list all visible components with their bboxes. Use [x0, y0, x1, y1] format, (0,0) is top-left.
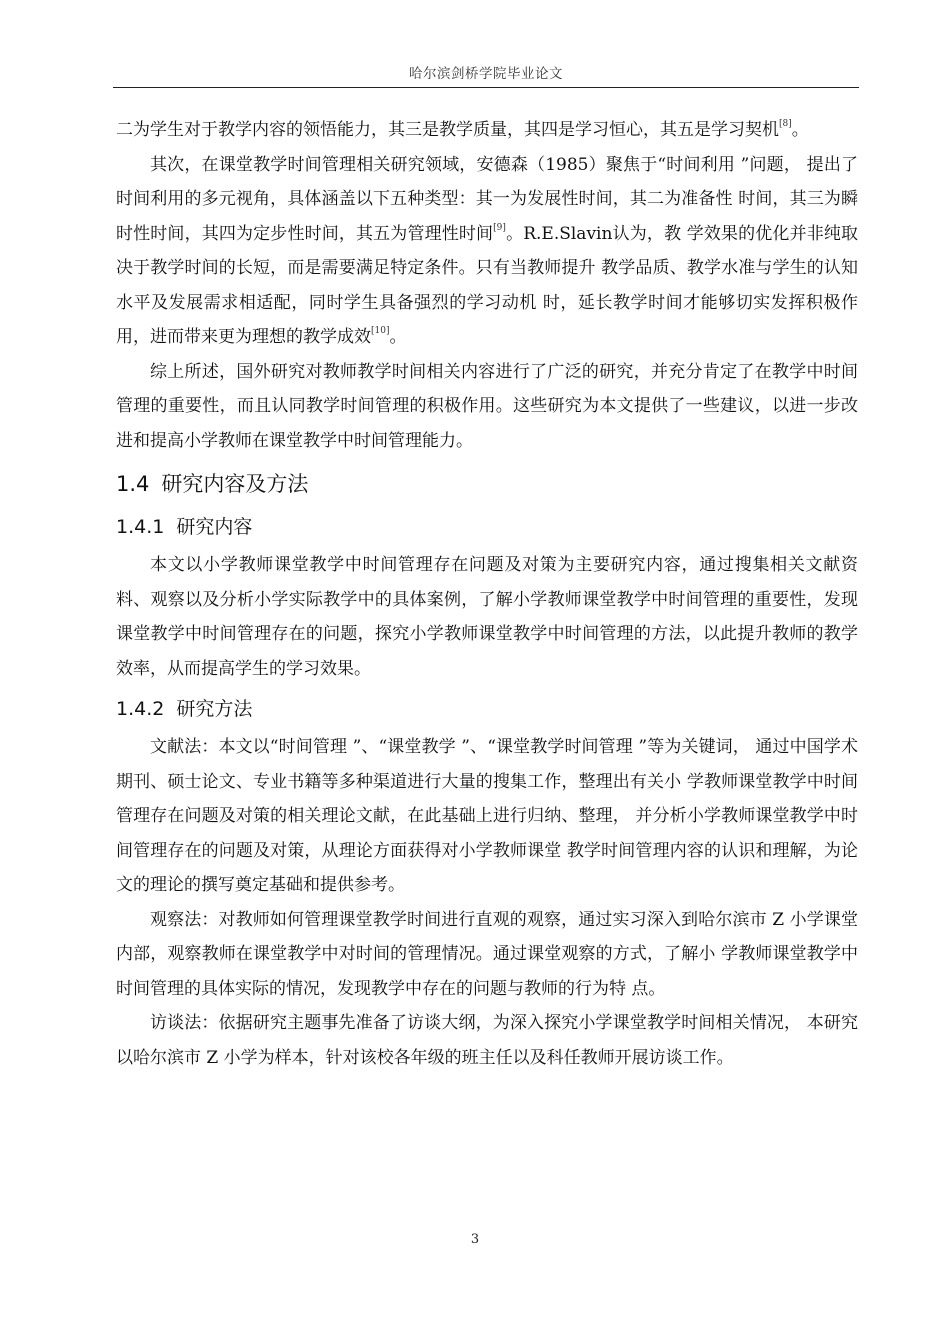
paragraph-observation-method: 观察法：对教师如何管理课堂教学时间进行直观的观察，通过实习深入到哈尔滨市 Z 小学课堂内部，观察教师在课堂教学中对时间的管理情况。通过课堂观察的方式，了解小 学教师课堂教学中时间管理的具体实际的情况，发现教学中存在的问题与教师的行为特 点。 [116, 909, 858, 999]
citation-ref: [9] [493, 222, 506, 233]
paragraph-text: 其次，在课堂教学时间管理相关研究领域，安德森（1985）聚焦于“时间利用 ”问题， 提出了时间利用的多元视角，具体涵盖以下五种类型：其一为发展性时间，其二为准备性 时间，其三为瞬时性时间，其四为定步性时间，其五为管理性时间 [116, 154, 858, 244]
subsection-heading [116, 690, 858, 728]
page-number: 3 [470, 1232, 480, 1247]
section-title: 研究内容及方法 [161, 472, 309, 496]
page-body [116, 113, 858, 1075]
citation-ref: [10] [371, 326, 390, 336]
paragraph-interview-method: 访谈法：依据研究主题事先准备了访谈大纲，为深入探究小学课堂教学时间相关情况， 本研究以哈尔滨市 Z 小学为样本，针对该校各年级的班主任以及科任教师开展访谈工作。 [116, 1013, 858, 1068]
section-number: 1.4 [116, 472, 150, 496]
subsection-title: 研究方法 [176, 698, 253, 720]
paragraph-anderson [116, 148, 858, 355]
paragraph-continued [116, 113, 858, 148]
paragraph-research-content: 本文以小学教师课堂教学中时间管理存在问题及对策为主要研究内容，通过搜集相关文献资料、观察以及分析小学实际教学中的具体案例，了解小学教师课堂教学中时间管理的重要性，发现课堂教学中时间管理存在的问题，探究小学教师课堂教学中时间管理的方法，以此提升教师的教学效率，从而提高学生的学习效果。 [116, 555, 858, 679]
paragraph-end: 。 [791, 120, 809, 140]
page-header: 哈尔滨剑桥学院毕业论文 [409, 66, 563, 82]
paragraph-text: 二为学生对于教学内容的领悟能力，其三是教学质量，其四是学习恒心，其五是学习契机 [116, 120, 779, 140]
subsection-number: 1.4.2 [116, 698, 165, 720]
subsection-heading [116, 508, 858, 546]
paragraph-literature-method: 文献法：本文以“时间管理 ”、“课堂教学 ”、“课堂教学时间管理 ”等为关键词， 通过中国学术期刊、硕士论文、专业书籍等多种渠道进行大量的搜集工作，整理出有关小 学教师课堂教学中时间管理存在问题及对策的相关理论文献，在此基础上进行归纳、整理， 并分析小学教师课堂教学中时间管理存在的问题及对策，从理论方面获得对小学教师课堂 教学时间管理内容的认识和理解，为论文的理论的撰写奠定基础和提供参考。 [116, 737, 858, 895]
subsection-number: 1.4.1 [116, 516, 165, 538]
paragraph-summary: 综上所述，国外研究对教师教学时间相关内容进行了广泛的研究，并充分肯定了在教学中时间管理的重要性，而且认同教学时间管理的积极作用。这些研究为本文提供了一些建议，以进一步改进和提高小学教师在课堂教学中时间管理能力。 [116, 361, 858, 451]
paragraph-text-middle: 。R.E.Slavin认为，教 学效果的优化并非纯取决于教学时间的长短，而是需要满足特定条件。只有当教师提升 教学品质、教学水准与学生的认知水平及发展需求相适配，同时学生具备强烈的学习动机 时，延长教学时间才能够切实发挥积极作用，进而带来更为理想的教学成效 [116, 223, 858, 347]
subsection-title: 研究内容 [176, 516, 253, 538]
header-divider [113, 87, 859, 88]
citation-ref: [8] [779, 119, 792, 129]
section-heading [116, 464, 858, 504]
paragraph-end: 。 [389, 327, 407, 347]
